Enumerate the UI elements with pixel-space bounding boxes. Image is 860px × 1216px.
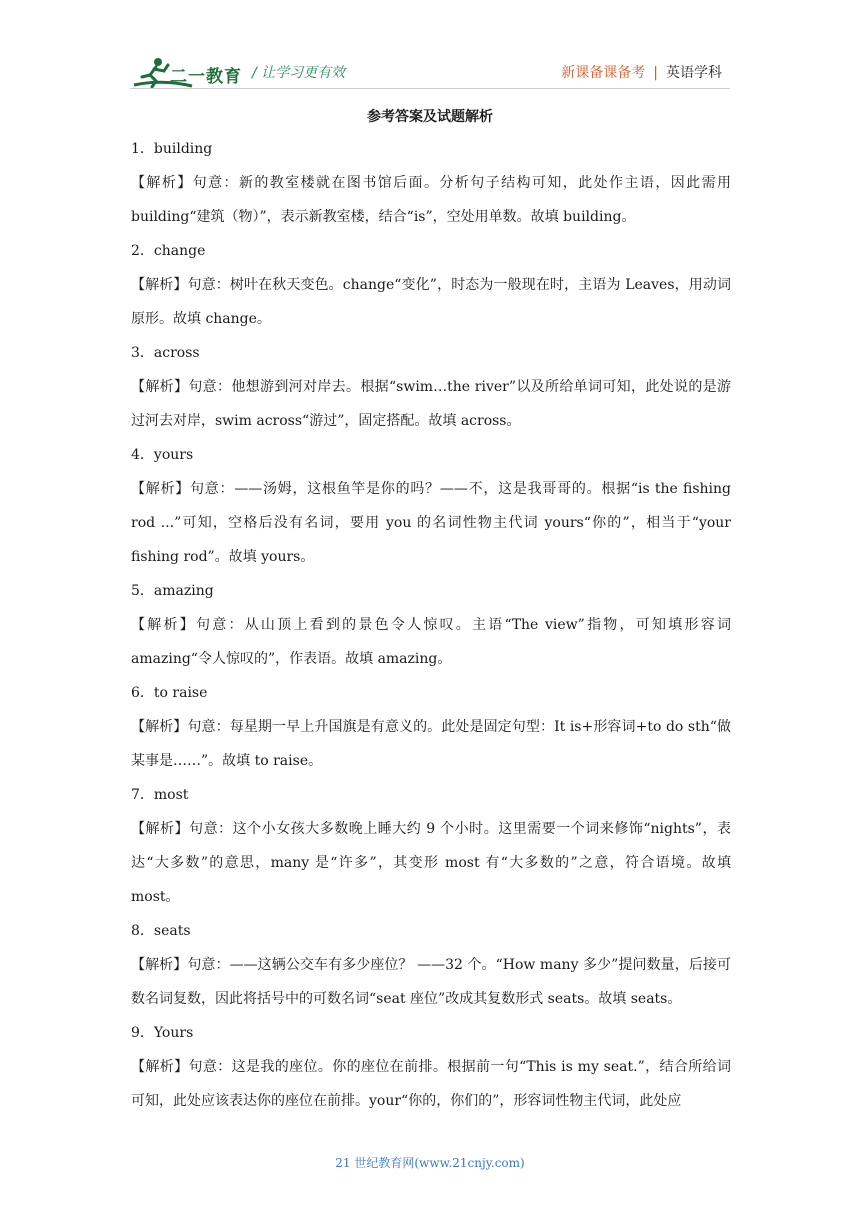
answer-explanation: 【解析】句意：这是我的座位。你的座位在前排。根据前一句“This is my seat.”，结合所给词可知，此处应该表达你的座位在前排。your“你的，你们的”，形容词性物主代词，此处应: [131, 1059, 731, 1109]
answer-item: [131, 914, 731, 1016]
answer-title: 1．building: [131, 141, 213, 157]
answer-explanation: 【解析】句意：从山顶上看到的景色令人惊叹。主语“The view”指物，可知填形容词amazing“令人惊叹的”，作表语。故填 amazing。: [131, 617, 731, 667]
answer-explanation: 【解析】句意：他想游到河对岸去。根据“swim…the river”以及所给单词可知，此处说的是游过河去对岸，swim across“游过”，固定搭配。故填 across。: [131, 379, 731, 429]
answer-explanation: 【解析】句意：树叶在秋天变色。change“变化”，时态为一般现在时，主语为 Leaves，用动词原形。故填 change。: [131, 277, 731, 327]
answer-item: [131, 234, 731, 336]
answer-title: 5．amazing: [131, 583, 214, 599]
answer-title: 2．change: [131, 243, 206, 259]
answer-explanation: 【解析】句意：——这辆公交车有多少座位？ ——32 个。“How many 多少”提问数量，后接可数名词复数，因此将括号中的可数名词“seat 座位”改成其复数形式 seats。故填 seats。: [131, 957, 731, 1007]
header-separator: |: [653, 65, 658, 81]
page-header: [0, 0, 860, 100]
answer-item: [131, 336, 731, 438]
answer-title: 4．yours: [131, 447, 194, 463]
answer-list: [131, 132, 731, 1118]
answer-item: [131, 574, 731, 676]
answer-explanation: 【解析】句意：新的教室楼就在图书馆后面。分析句子结构可知，此处作主语，因此需用building“建筑（物）”，表示新教室楼，结合“is”，空处用单数。故填 building。: [131, 175, 731, 225]
header-subject-label: 英语学科: [666, 65, 722, 81]
answer-item: [131, 676, 731, 778]
logo-text: 二一教育: [170, 67, 242, 87]
answer-item: [131, 1016, 731, 1118]
page-title: 参考答案及试题解析: [367, 109, 493, 125]
header-course-label: 新课备课备考: [561, 65, 646, 81]
answer-title: 9．Yours: [131, 1025, 194, 1041]
answer-title: 8．seats: [131, 923, 191, 939]
answer-explanation: 【解析】句意：——汤姆，这根鱼竿是你的吗？——不，这是我哥哥的。根据“is the fishing rod ...”可知，空格后没有名词，要用 you 的名词性物主代词 yours“你的”，相当于“your fishing rod”。故填 yours。: [131, 481, 731, 565]
answer-explanation: 【解析】句意：这个小女孩大多数晚上睡大约 9 个小时。这里需要一个词来修饰“nights”，表达“大多数”的意思，many 是“许多”，其变形 most 有“大多数的”之意，符合语境。故填 most。: [131, 821, 731, 905]
answer-item: [131, 778, 731, 914]
slogan: / 让学习更有效: [252, 65, 346, 81]
answer-title: 3．across: [131, 345, 200, 361]
answer-explanation: 【解析】句意：每星期一早上升国旗是有意义的。此处是固定句型：It is+形容词+to do sth“做某事是……”。故填 to raise。: [131, 719, 731, 769]
page-footer: 21 世纪教育网(www.21cnjy.com): [335, 1156, 525, 1170]
answer-title: 6．to raise: [131, 685, 208, 701]
header-right: [561, 62, 722, 82]
answer-title: 7．most: [131, 787, 189, 803]
header-divider: [130, 88, 730, 89]
answer-item: [131, 438, 731, 574]
answer-item: [131, 132, 731, 234]
